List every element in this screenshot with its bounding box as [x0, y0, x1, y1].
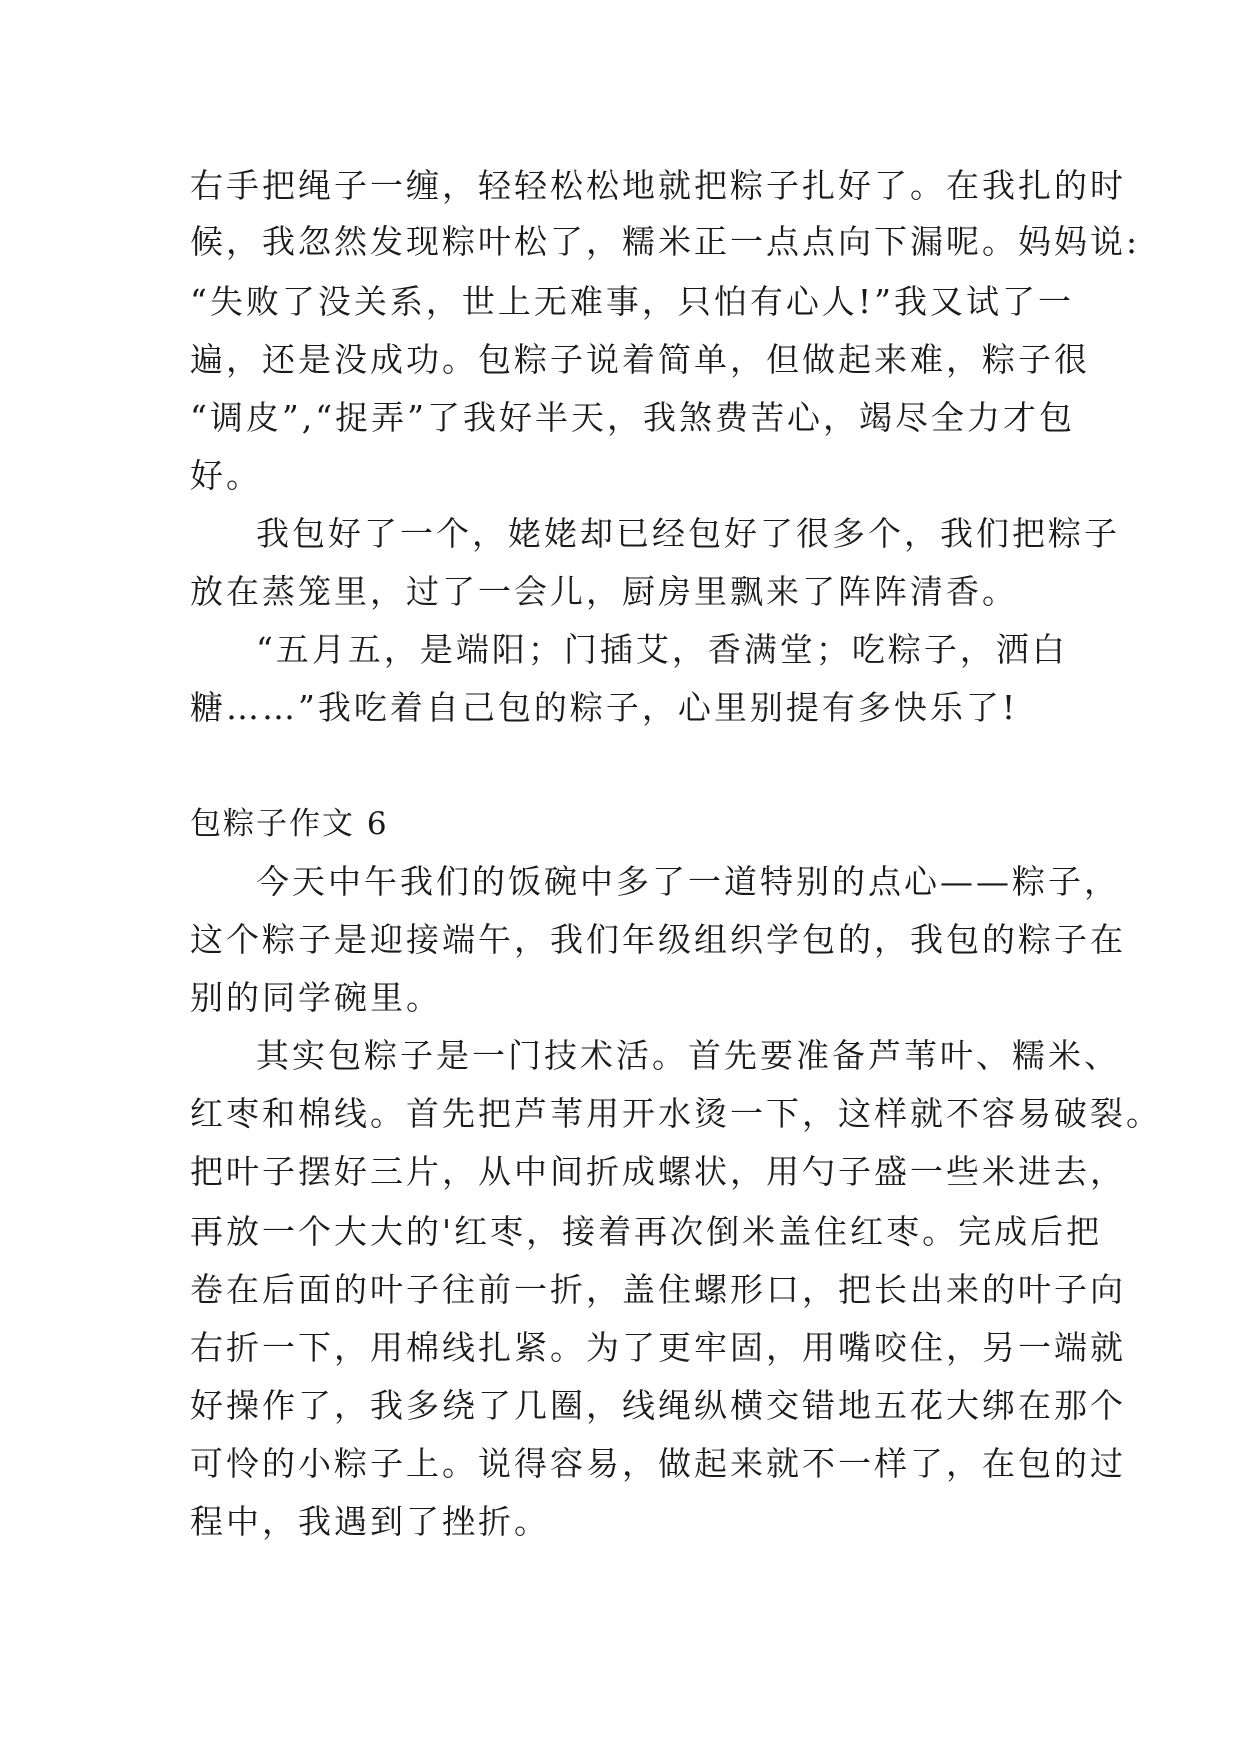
paragraph-line: “失败了没关系，世上无难事，只怕有心人!”我又试了一 [190, 282, 1075, 321]
paragraph-line: 这个粽子是迎接端午，我们年级组织学包的，我包的粽子在 [190, 920, 1126, 959]
paragraph-line: “调皮”,“捉弄”了我好半天，我煞费苦心，竭尽全力才包 [190, 398, 1075, 437]
paragraph-line: 我包好了一个，姥姥却已经包好了很多个，我们把粽子 [256, 514, 1120, 553]
paragraph-line: 把叶子摆好三片，从中间折成螺状，用勺子盛一些米进去， [190, 1152, 1126, 1191]
paragraph-line: 候，我忽然发现粽叶松了，糯米正一点点向下漏呢。妈妈说: [190, 222, 1141, 261]
paragraph-line: 糖……”我吃着自己包的粽子，心里别提有多快乐了! [190, 688, 1019, 727]
paragraph-line: 遍，还是没成功。包粽子说着简单，但做起来难，粽子很 [190, 340, 1090, 379]
paragraph-line: 别的同学碗里。 [190, 978, 442, 1017]
paragraph-line: 红枣和棉线。首先把芦苇用开水烫一下，这样就不容易破裂。 [190, 1094, 1162, 1133]
paragraph-line: 好。 [190, 456, 262, 495]
section-heading: 包粽子作文 6 [190, 806, 389, 842]
paragraph-line: 放在蒸笼里，过了一会儿，厨房里飘来了阵阵清香。 [190, 572, 1018, 611]
paragraph-line: 可怜的小粽子上。说得容易，做起来就不一样了，在包的过 [190, 1444, 1126, 1483]
paragraph-line: 再放一个大大的'红枣，接着再次倒米盖住红枣。完成后把 [190, 1212, 1103, 1251]
paragraph-line: 程中，我遇到了挫折。 [190, 1502, 550, 1541]
paragraph-line: 其实包粽子是一门技术活。首先要准备芦苇叶、糯米、 [256, 1036, 1120, 1075]
paragraph-line: 卷在后面的叶子往前一折，盖住螺形口，把长出来的叶子向 [190, 1270, 1126, 1309]
paragraph-line: 好操作了，我多绕了几圈，线绳纵横交错地五花大绑在那个 [190, 1386, 1126, 1425]
paragraph-line: “五月五，是端阳；门插艾，香满堂；吃粽子，洒白 [256, 630, 1068, 669]
paragraph-line: 右折一下，用棉线扎紧。为了更牢固，用嘴咬住，另一端就 [190, 1328, 1126, 1367]
paragraph-line: 今天中午我们的饭碗中多了一道特别的点心——粽子， [256, 862, 1120, 901]
paragraph-line: 右手把绳子一缠，轻轻松松地就把粽子扎好了。在我扎的时 [190, 166, 1126, 205]
